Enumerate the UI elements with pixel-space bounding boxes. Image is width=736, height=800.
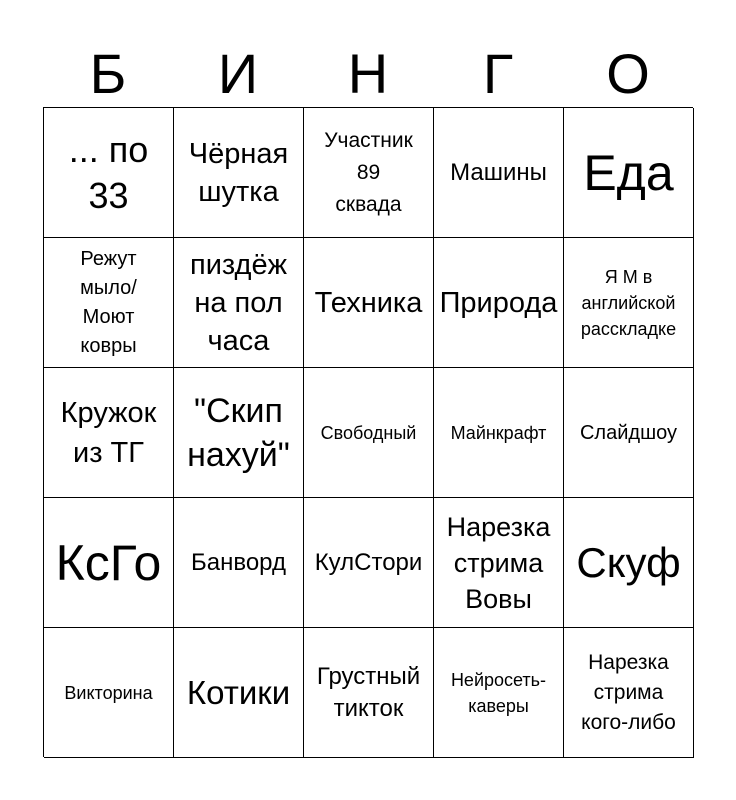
header-letter-b: Б [89, 42, 127, 105]
bingo-cell[interactable] [304, 498, 434, 628]
cell-text: Режут мыло/ Моют ковры [80, 247, 137, 357]
bingo-cell[interactable] [304, 628, 434, 758]
header-letter-n: Н [347, 42, 389, 105]
bingo-cell[interactable] [304, 368, 434, 498]
bingo-cell[interactable] [174, 108, 304, 238]
bingo-cell[interactable] [44, 108, 174, 238]
cell-text: Еда [583, 144, 674, 201]
bingo-cell[interactable] [434, 238, 564, 368]
bingo-cell[interactable] [44, 238, 174, 368]
cell-text: Майнкрафт [450, 422, 547, 443]
cell-text: Нейросеть- каверы [450, 669, 547, 716]
cell-text: КсГо [55, 534, 162, 591]
cell-text: Банворд [191, 548, 286, 576]
cell-text: Я М в английской расскладке [580, 266, 677, 339]
bingo-cell[interactable] [564, 238, 694, 368]
bingo-cell[interactable] [174, 628, 304, 758]
bingo-cell[interactable] [434, 498, 564, 628]
cell-text: Викторина [64, 682, 153, 703]
bingo-cell[interactable] [434, 628, 564, 758]
cell-text: Нарезка стрима Вовы [446, 511, 551, 614]
bingo-cell[interactable] [564, 108, 694, 238]
cell-text: Котики [186, 673, 291, 711]
header-letter-g: Г [482, 42, 514, 105]
cell-text: Техника [314, 286, 423, 319]
cell-text: Слайдшоу [579, 421, 678, 444]
bingo-cell[interactable] [564, 498, 694, 628]
bingo-cell[interactable] [434, 108, 564, 238]
bingo-cell[interactable] [564, 368, 694, 498]
cell-text: Свободный [320, 422, 417, 443]
cell-text: Нарезка стрима кого-либо [581, 650, 676, 734]
cell-text: пиздёж на пол часа [189, 248, 287, 357]
bingo-cell[interactable] [174, 368, 304, 498]
bingo-cell[interactable] [174, 238, 304, 368]
cell-text: Природа [439, 286, 558, 319]
bingo-header [43, 40, 693, 108]
bingo-grid [43, 107, 693, 757]
header-letter-o: О [606, 42, 650, 105]
bingo-cell[interactable] [44, 498, 174, 628]
cell-text: КулСтори [314, 548, 423, 576]
bingo-cell[interactable] [304, 238, 434, 368]
cell-text: ... по 33 [68, 128, 149, 216]
cell-text: Чёрная шутка [188, 137, 289, 208]
header-letter-i: И [217, 42, 259, 105]
cell-text: Кружок из ТГ [60, 396, 157, 469]
cell-text: "Скип нахуй" [187, 391, 290, 474]
bingo-cell[interactable] [44, 628, 174, 758]
bingo-cell[interactable] [434, 368, 564, 498]
cell-text: Скуф [576, 538, 681, 586]
bingo-cell[interactable] [44, 368, 174, 498]
bingo-cell[interactable] [304, 108, 434, 238]
bingo-cell[interactable] [564, 628, 694, 758]
cell-text: Участник 89 сквада [324, 128, 413, 216]
cell-text: Грустный тикток [316, 662, 421, 722]
cell-text: Машины [450, 158, 547, 186]
bingo-cell[interactable] [174, 498, 304, 628]
